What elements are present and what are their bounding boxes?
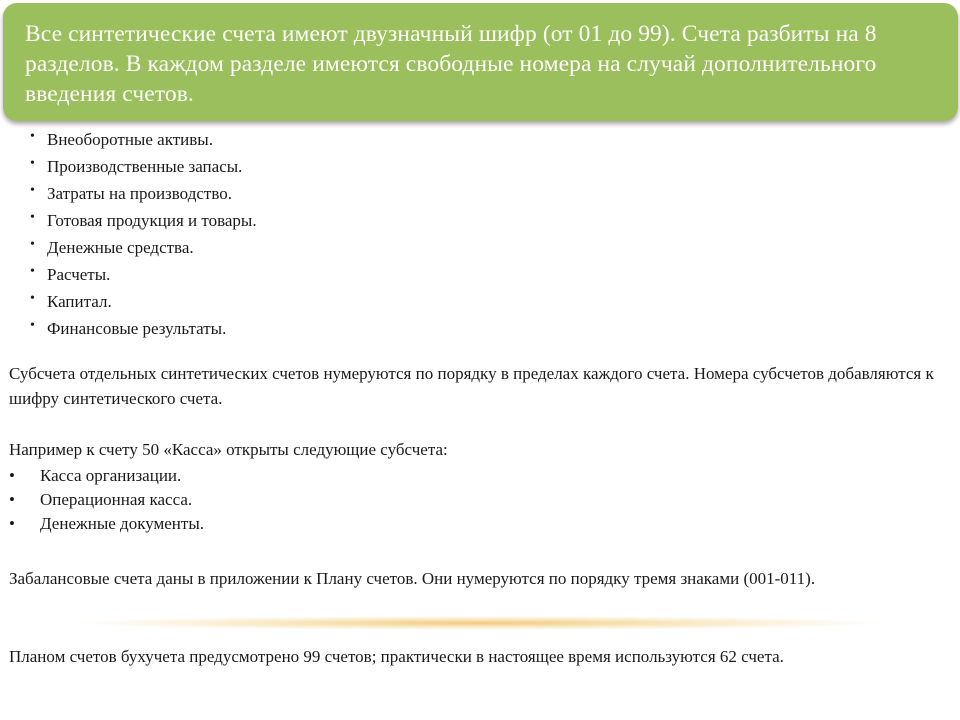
total-paragraph: Планом счетов бухучета предусмотрено 99 счетов; практически в настоящее время используются 62 счета. [9, 647, 784, 666]
header-banner [3, 3, 958, 121]
list-item-label: Денежные средства. [47, 238, 194, 257]
list-item-label: Затраты на производство. [47, 184, 232, 203]
list-item [9, 488, 204, 512]
header-text: Все синтетические счета имеют двузначный шифр (от 01 до 99). Счета разбиты на 8 разделов. В каждом разделе имеются свободные номера на случай дополнительного введения счетов. [25, 21, 877, 107]
list-item [30, 234, 257, 261]
decorative-divider [80, 616, 880, 630]
list-item [30, 180, 257, 207]
list-item [30, 315, 257, 342]
subaccounts-paragraph: Субсчета отдельных синтетических счетов нумеруются по порядку в пределах каждого счета. Номера субсчетов добавляются к шифру синтетического счета. [9, 364, 934, 408]
bullet-icon: • [9, 466, 15, 485]
offbalance-paragraph: Забалансовые счета даны в приложении к Плану счетов. Они нумеруются по порядку тремя знаками (001-011). [9, 569, 816, 588]
list-item-label: Касса организации. [40, 466, 182, 485]
bullet-icon: • [30, 129, 35, 144]
list-item [30, 207, 257, 234]
bullet-icon: • [30, 318, 35, 333]
sections-list [30, 126, 257, 342]
bullet-icon: • [30, 210, 35, 225]
list-item [30, 261, 257, 288]
example-list [9, 464, 204, 536]
list-item-label: Операционная касса. [40, 490, 193, 509]
bullet-icon: • [30, 183, 35, 198]
list-item [30, 153, 257, 180]
list-item-label: Капитал. [47, 292, 112, 311]
bullet-icon: • [9, 490, 15, 509]
bullet-icon: • [9, 514, 15, 533]
list-item [9, 512, 204, 536]
list-item [30, 288, 257, 315]
list-item-label: Финансовые результаты. [47, 319, 227, 338]
bullet-icon: • [30, 237, 35, 252]
list-item-label: Производственные запасы. [47, 157, 243, 176]
list-item-label: Расчеты. [47, 265, 111, 284]
list-item-label: Внеоборотные активы. [47, 130, 213, 149]
list-item [30, 126, 257, 153]
bullet-icon: • [30, 156, 35, 171]
bullet-icon: • [30, 291, 35, 306]
list-item-label: Готовая продукция и товары. [47, 211, 257, 230]
list-item [9, 464, 204, 488]
bullet-icon: • [30, 264, 35, 279]
example-intro: Например к счету 50 «Касса» открыты следующие субсчета: [9, 440, 448, 459]
list-item-label: Денежные документы. [40, 514, 204, 533]
